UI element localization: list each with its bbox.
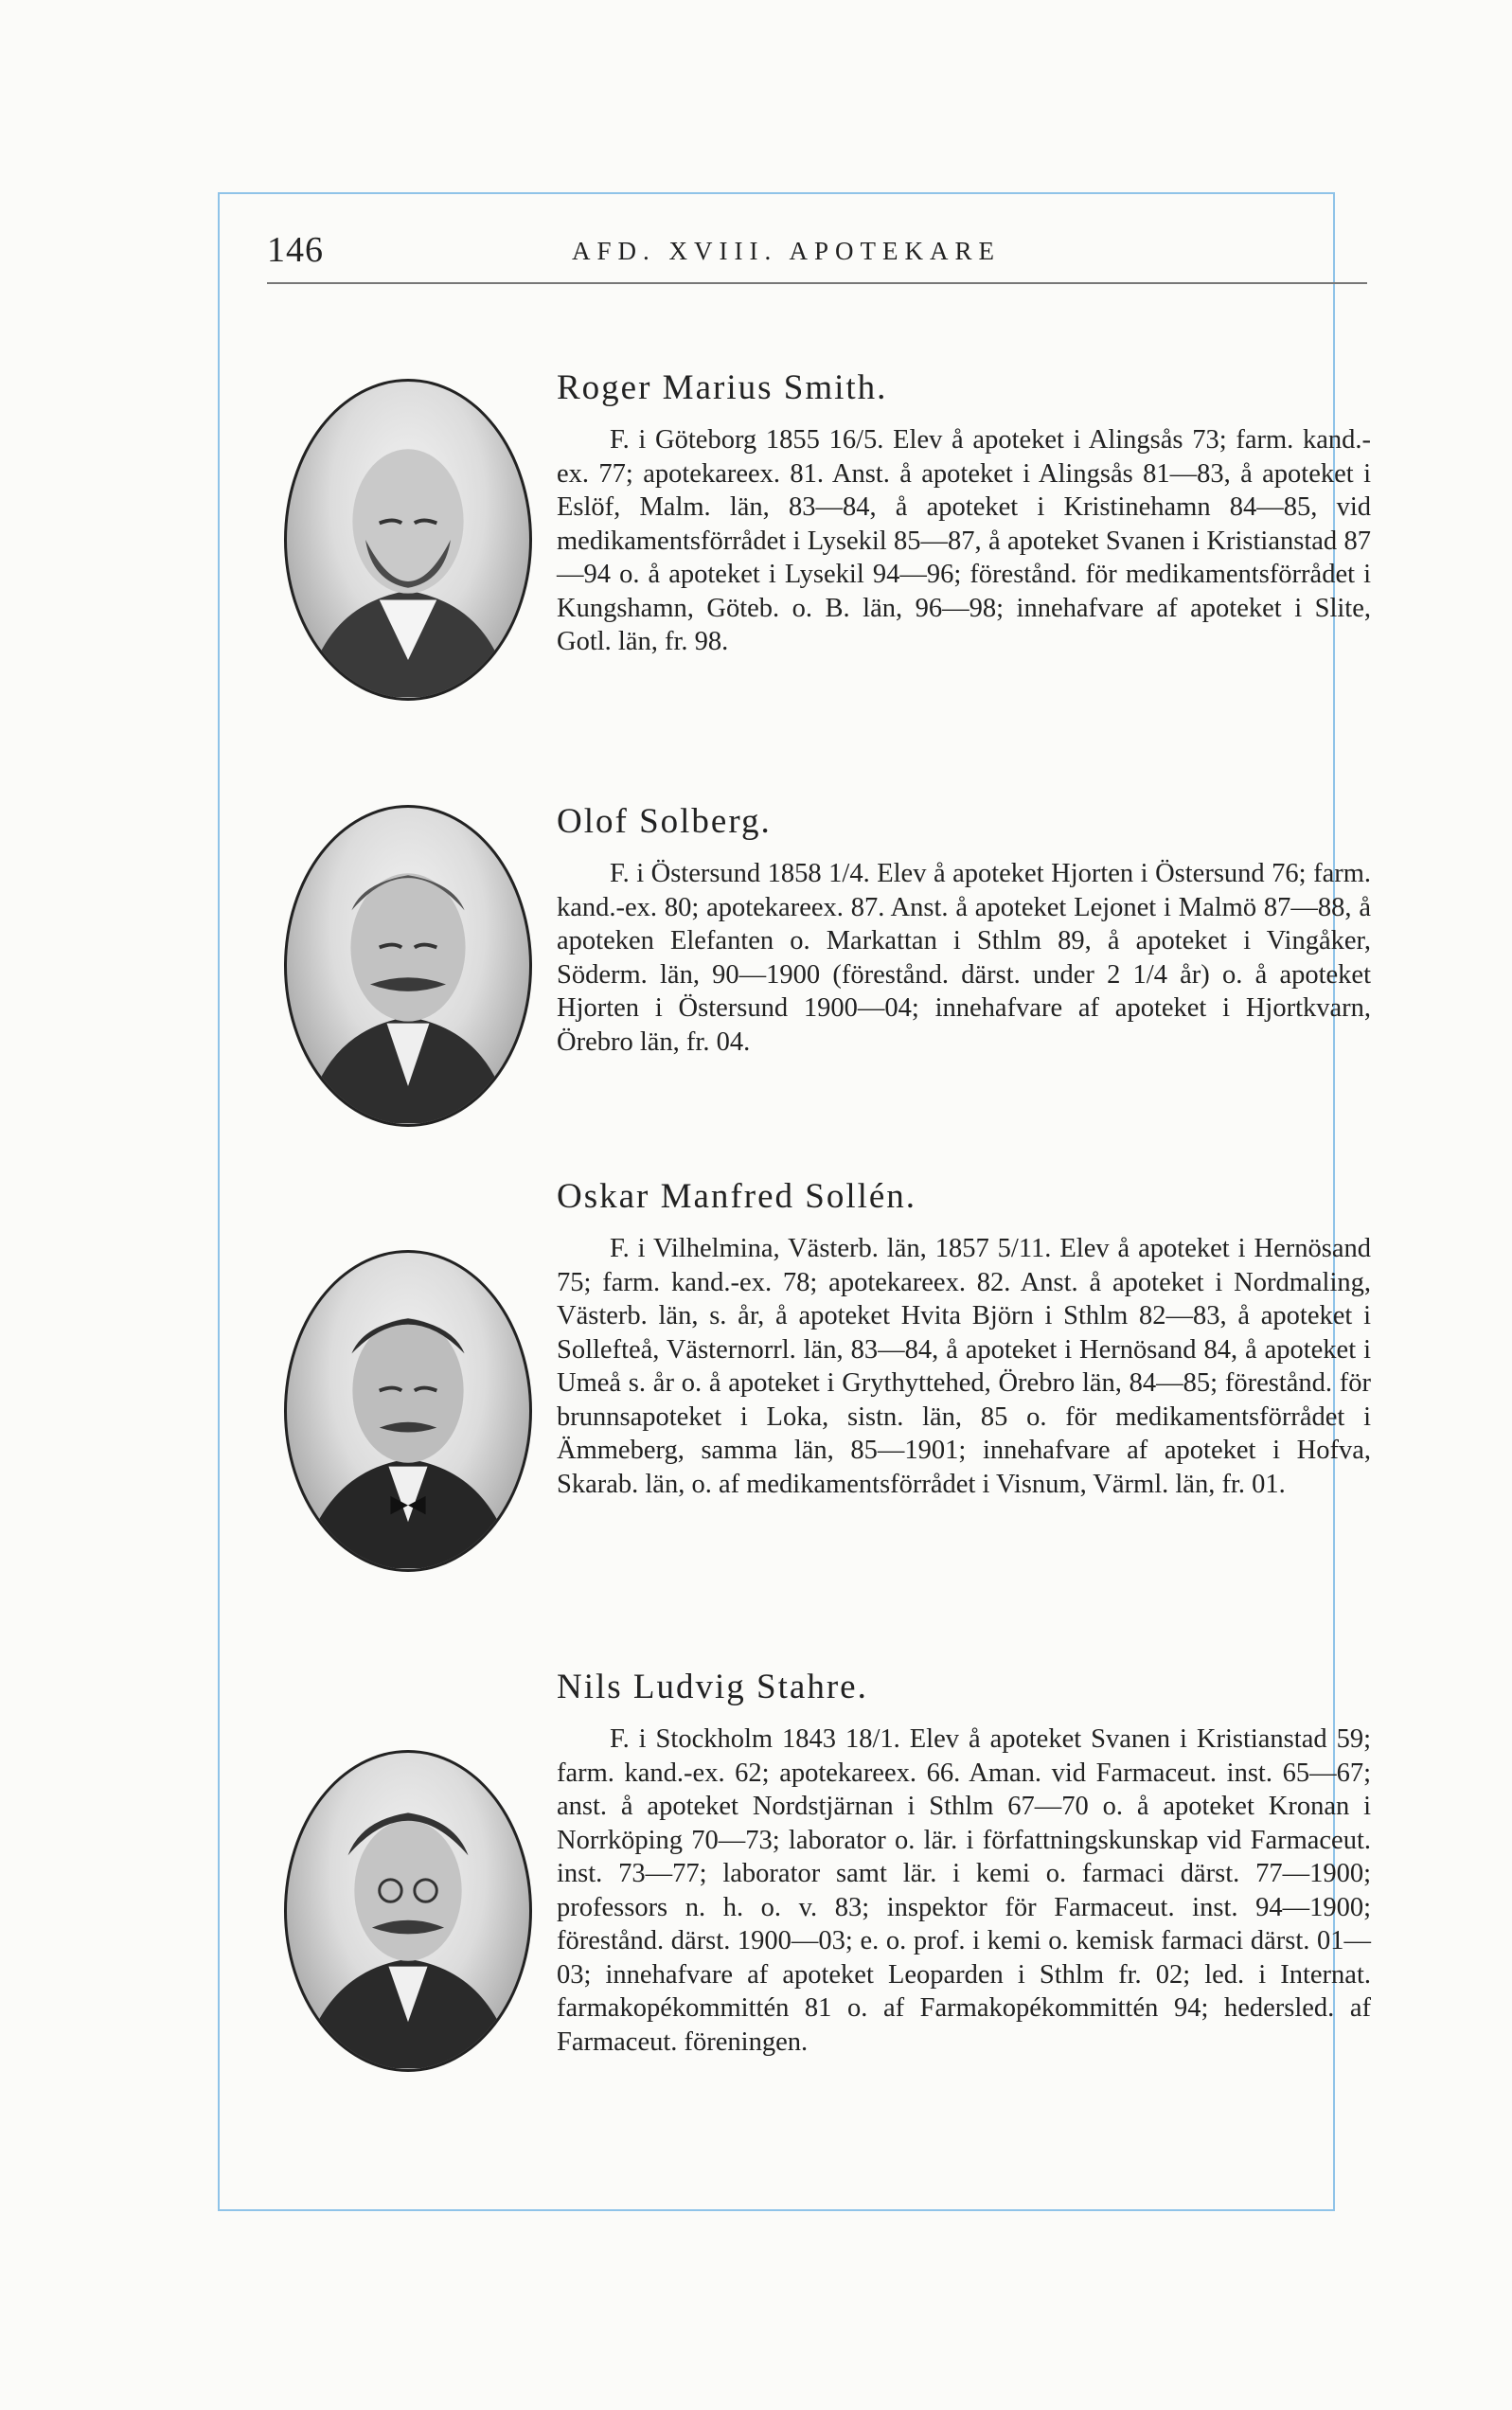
entry-bio: F. i Göteborg 1855 16/5. Elev å apoteket i Alingsås 73; farm. kand.-ex. 77; apotekareex. 81. Anst. å apoteket i Alingsås 81—83, å apoteket i Eslöf, Malm. län, 83—84, å apoteket i Kristinehamn 84—85, vid medikamentsförrådet i Lysekil 85—87, å apoteket Svanen i Kristianstad 87—94 o. å apoteket i Lysekil 94—96; förestånd. för medikamentsförrådet i Kungshamn, Göteb. o. B. län, 96—98; innehafvare af apoteket i Slite, Gotl. län, fr. 98.: [557, 425, 1371, 656]
entry-olof-solberg: [557, 801, 1371, 1059]
portrait-roger-marius-smith: [284, 379, 532, 701]
entry-nils-ludvig-stahre: [557, 1667, 1371, 2059]
entry-bio: F. i Vilhelmina, Västerb. län, 1857 5/11. Elev å apoteket i Hernösand 75; farm. kand.-ex. 78; apotekareex. 82. Anst. å apoteket i Nordmaling, Västerb. län, s. år, å apoteket Hvita Björn i Sthlm 82—83, å apoteket i Sollefteå, Västernorrl. län, 83—84, å apoteket i Hernösand 84, å apoteket i Umeå s. år o. å apoteket i Grythyttehed, Örebro län, 84—85; förestånd. för brunnsapoteket i Loka, sistn. län, 85 o. för medikamentsförrådet i Ämmeberg, samma län, 85—1901; innehafvare af apoteket i Hofva, Skarab. län, o. af medikamentsförrådet i Visnum, Värml. län, fr. 01.: [557, 1234, 1371, 1499]
portrait-oskar-manfred-sollen: [284, 1250, 532, 1572]
page-number: 146: [267, 230, 324, 270]
entry-name: Nils Ludvig Stahre.: [557, 1668, 868, 1706]
entry-name: Olof Solberg.: [557, 802, 772, 841]
entry-oskar-manfred-sollen: [557, 1176, 1371, 1501]
portrait-nils-ludvig-stahre: [284, 1750, 532, 2072]
entry-bio: F. i Östersund 1858 1/4. Elev å apoteket Hjorten i Östersund 76; farm. kand.-ex. 80; apotekareex. 87. Anst. å apoteket Lejonet i Malmö 87—88, å apoteken Elefanten o. Markattan i Sthlm 89, å apoteket i Vingåker, Söderm. län, 90—1900 (förestånd. därst. under 2 1/4 år) o. å apoteket Hjorten i Östersund 1900—04; innehafvare af apoteket i Hjortkvarn, Örebro län, fr. 04.: [557, 859, 1371, 1057]
entry-name: Oskar Manfred Sollén.: [557, 1177, 917, 1216]
entry-bio: F. i Stockholm 1843 18/1. Elev å apoteket Svanen i Kristianstad 59; farm. kand.-ex. 62; apotekareex. 66. Aman. vid Farmaceut. inst. 65—67; anst. å apoteket Nordstjärnan i Sthlm 67—70 o. å apoteket Kronan i Norrköping 70—73; laborator o. lär. i författningskunskap vid Farmaceut. inst. 73—77; laborator samt lär. i kemi o. farmaci därst. 77—1900; professors n. h. o. v. 83; inspektor för Farmaceut. inst. 94—1900; förestånd. därst. 1900—03; e. o. prof. i kemi o. kemisk farmaci därst. 01—03; innehafvare af apoteket Leoparden i Sthlm fr. 02; led. i Internat. farmakopékommittén 81 o. af Farmakopékommittén 94; hedersled. af Farmaceut. föreningen.: [557, 1724, 1371, 2057]
running-title: AFD. XVIII. APOTEKARE: [572, 237, 1001, 265]
page-header: [267, 225, 1367, 284]
entry-name: Roger Marius Smith.: [557, 368, 888, 407]
portrait-olof-solberg: [284, 805, 532, 1127]
entry-roger-marius-smith: [557, 367, 1371, 659]
